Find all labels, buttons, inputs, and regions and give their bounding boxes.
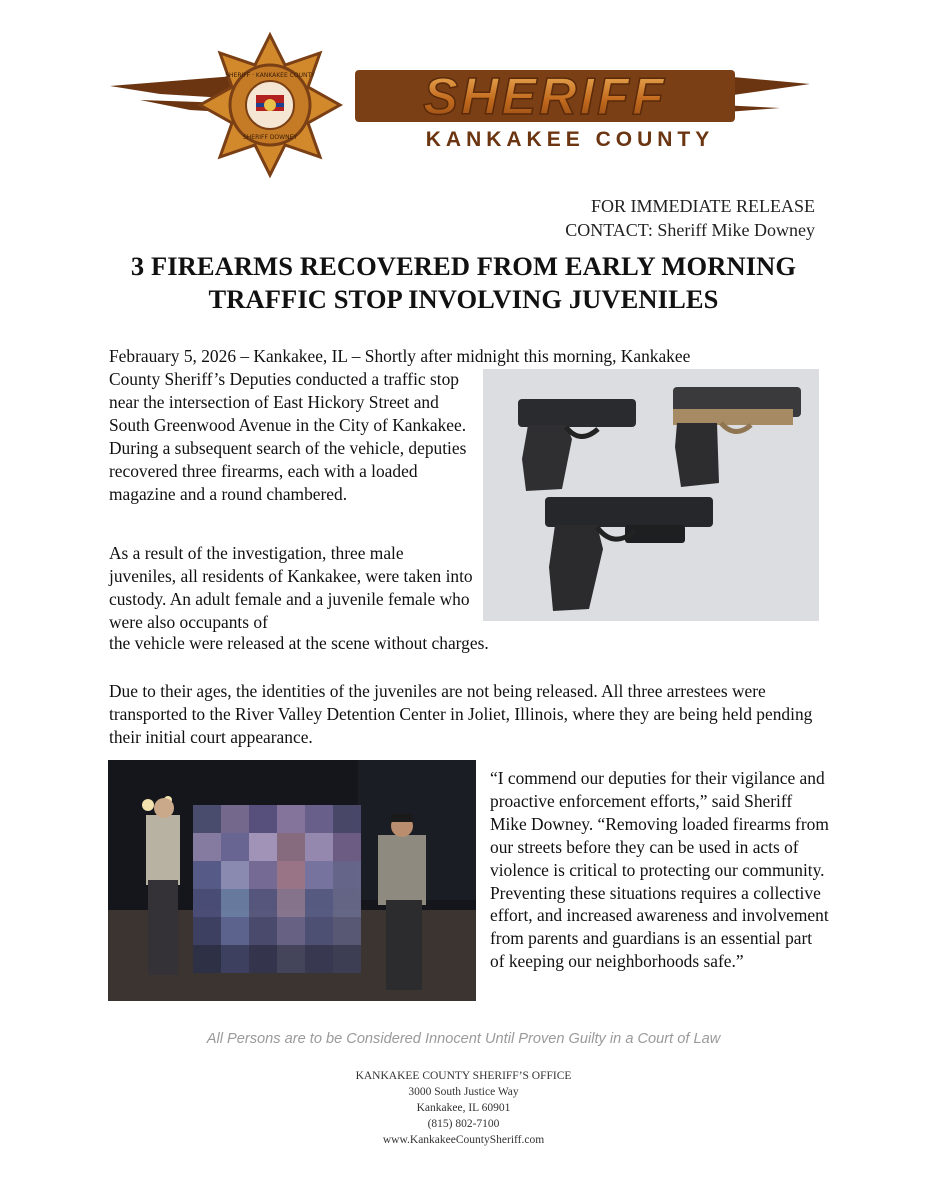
headline-line-1: 3 FIREARMS RECOVERED FROM EARLY MORNING	[130, 251, 797, 281]
firearms-photo	[483, 369, 819, 621]
headline	[60, 250, 867, 316]
paragraph-2-tail: the vehicle were released at the scene without charges.	[109, 633, 489, 653]
office-footer	[200, 1068, 727, 1148]
footer-phone: (815) 802-7100	[427, 1118, 500, 1130]
paragraph-3: Due to their ages, the identities of the juveniles are not being released. All three arrestees were transported to the River Valley Detention Center in Joliet, Illinois, where they are being held pending their initial court appearance.	[109, 681, 813, 747]
contact-line: CONTACT: Sheriff Mike Downey	[565, 220, 815, 240]
county-name: KANKAKEE COUNTY	[425, 128, 715, 151]
paragraph-1-lead: Febrauary 5, 2026 – Kankakee, IL – Shortly after midnight this morning, Kankakee	[109, 346, 691, 366]
paragraph-1: County Sheriff’s Deputies conducted a traffic stop near the intersection of East Hickory Street and South Greenwood Avenue in the City of Kankakee. During a subsequent search of the vehicle, deputies recovered three firearms, each with a loaded magazine and a round chambered.	[109, 369, 467, 504]
sheriff-logo	[100, 30, 820, 180]
pixelated-group	[193, 805, 361, 973]
footer-office: KANKAKEE COUNTY SHERIFF’S OFFICE	[355, 1070, 572, 1082]
footer-city: Kankakee, IL 60901	[416, 1102, 511, 1114]
badge-top-text: SHERIFF · KANKAKEE COUNTY	[225, 72, 315, 79]
headline-line-2: TRAFFIC STOP INVOLVING JUVENILES	[208, 284, 719, 314]
footer-website[interactable]: www.KankakeeCountySheriff.com	[382, 1134, 545, 1146]
traffic-stop-scene-photo	[108, 760, 476, 1001]
paragraph-2: As a result of the investigation, three male juveniles, all residents of Kankakee, were taken into custody. An adult female and a juvenile female who were also occupants of	[109, 543, 473, 632]
footer-address: 3000 South Justice Way	[408, 1086, 519, 1098]
release-line: FOR IMMEDIATE RELEASE	[591, 196, 815, 216]
release-info	[565, 194, 815, 242]
badge-star-icon	[200, 35, 340, 175]
innocence-disclaimer: All Persons are to be Considered Innocent Until Proven Guilty in a Court of Law	[206, 1031, 721, 1047]
badge-bottom-text: SHERIFF DOWNEY	[242, 134, 298, 141]
deputy-left-figure	[146, 798, 180, 975]
agency-word: SHERIFF	[423, 68, 667, 126]
sheriff-quote: “I commend our deputies for their vigilance and proactive enforcement efforts,” said Sheriff Mike Downey. “Removing loaded firearms from our streets before they can be used in acts of violence is critical to protecting our community. Preventing these situations requires a collective effort, and increased awareness and involvement from parents and guardians is an essential part of keeping our neighborhoods safe.”	[490, 768, 829, 972]
